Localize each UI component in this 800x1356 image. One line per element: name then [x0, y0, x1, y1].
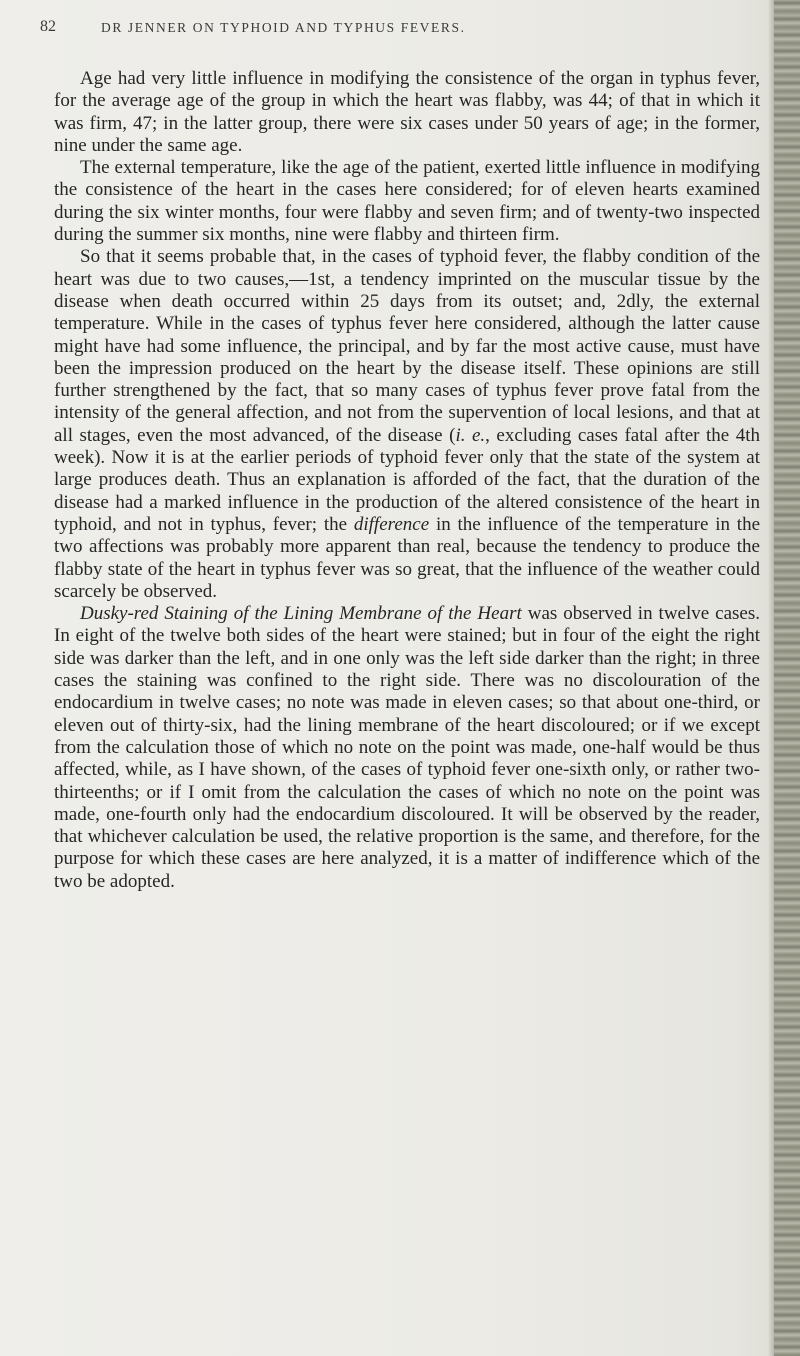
paragraph-age: Age had very little influence in modifying the consistence of the organ in typhus fever, for the average age of the group in which the heart was flabby, was 44; of that in which it was firm, 47; in the latter group, there were six cases under 50 years of age; in the former, nine under the same age.	[54, 68, 760, 156]
ie-abbreviation: i. e.	[455, 424, 486, 446]
paragraph-staining-text: was observed in twelve cases. In eight of the twelve both sides of the heart were stained; but in four of the eight the right side was darker than the left, and in one only was the left side darker than the right; in three cases the staining was confined to the right side. There was no discolouration of the endocardium in twelve cases; no note was made in eleven cases; so that about one-third, or eleven out of thirty-six, had the lining membrane of the heart discoloured; or if we except from the calculation those of which no note on the point was made, one-half would be thus affected, while, as I have shown, of the cases of typhoid fever one-sixth only, or rather two-thirteenths; or if I omit from the calculation the cases of which no note on the point was made, one-fourth only had the endocardium discoloured. It will be observed by the reader, that whichever calculation be used, the relative proportion is the same, and therefore, for the purpose for which these cases are here analyzed, it is a matter of indifference which of the two be adopted.	[54, 603, 760, 892]
paragraph-conclusion-part-2: , excluding cases fatal after the 4th week). Now it is at the earlier periods of typhoid fever only that the state of the system at large produces death. Thus an explanation is afforded of the fact, that the duration of the disease had a marked influence in the production of the altered consistence of the heart in typhoid, and not in typhus, fever; the	[54, 424, 760, 535]
page-header	[40, 18, 760, 40]
body-text	[54, 68, 760, 893]
section-title-staining: Dusky-red Staining of the Lining Membrane of the Heart	[80, 603, 522, 625]
paragraph-conclusion	[54, 246, 760, 603]
paragraph-temperature: The external temperature, like the age of the patient, exerted little influence in modifying the consistence of the heart in the cases here considered; for of eleven hearts examined during the six winter months, four were flabby and seven firm; and of twenty-two inspected during the summer six months, nine were flabby and thirteen firm.	[54, 157, 760, 246]
difference-emphasis: difference	[353, 513, 430, 535]
paragraph-staining	[54, 603, 760, 893]
paragraph-conclusion-part-1: So that it seems probable that, in the cases of typhoid fever, the flabby condition of the heart was due to two causes,—1st, a tendency imprinted on the muscular tissue by the disease when death occurred within 25 days from its outset; and, 2dly, the external temperature. While in the cases of typhus fever here considered, although the latter cause might have had some influence, the principal, and by far the most active cause, must have been the impression produced on the heart by the disease itself. These opinions are still further strengthened by the fact, that so many cases of typhus fever prove fatal from the intensity of the general affection, and not from the supervention of local lesions, and that at all stages, even the most advanced, of the disease (	[54, 246, 760, 446]
page-edge-shadow	[774, 0, 800, 1356]
page-number: 82	[40, 18, 56, 35]
paragraph-conclusion-part-3: in the influence of the temperature in the two affections was probably more apparent than real, because the tendency to produce the flabby state of the heart in typhus fever was so great, that the influence of the weather could scarcely be observed.	[54, 513, 761, 602]
running-head: DR JENNER ON TYPHOID AND TYPHUS FEVERS.	[101, 20, 466, 35]
